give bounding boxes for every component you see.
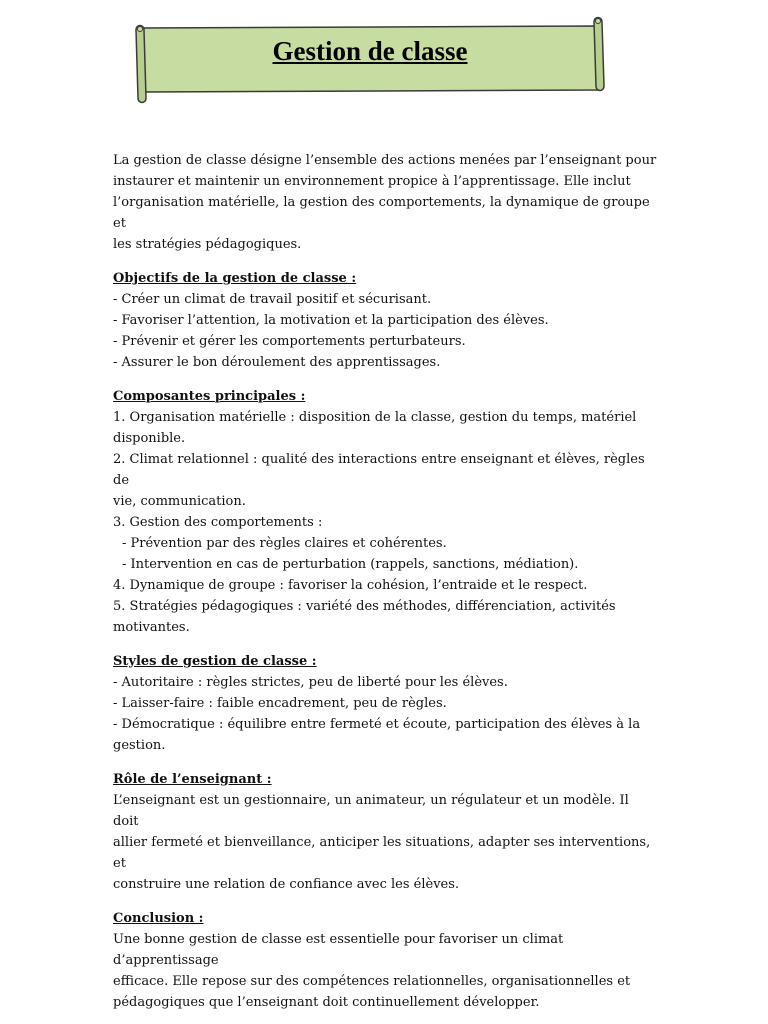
intro-line: instaurer et maintenir un environnement propice à l’apprentissage. Elle inclut — [113, 174, 631, 189]
text-line: pédagogiques que l’enseignant doit continuellement développer. — [113, 995, 540, 1010]
title-banner — [130, 14, 610, 106]
sub-list-item: - Intervention en cas de perturbation (rappels, sanctions, médiation). — [122, 557, 579, 572]
intro-line: La gestion de classe désigne l’ensemble des actions menées par l’enseignant pour — [113, 153, 657, 168]
text-line: efficace. Elle repose sur des compétences relationnelles, organisationnelles et — [113, 974, 631, 989]
list-item: - Créer un climat de travail positif et sécurisant. — [113, 292, 432, 307]
text-line: 3. Gestion des comportements : — [113, 515, 323, 530]
page-title: Gestion de classe — [272, 36, 468, 66]
role-section — [113, 769, 658, 895]
text-line: 5. Stratégies pédagogiques : variété des méthodes, différenciation, activités — [113, 599, 616, 614]
conclusion-section — [113, 908, 658, 1013]
text-line: vie, communication. — [113, 494, 246, 509]
text-line: motivantes. — [113, 620, 190, 635]
section-heading: Composantes principales : — [113, 389, 306, 404]
styles-section — [113, 651, 658, 756]
list-item: - Laisser-faire : faible encadrement, peu de règles. — [113, 696, 447, 711]
composantes-section — [113, 386, 658, 638]
text-line: allier fermeté et bienveillance, anticiper les situations, adapter ses interventions, et — [113, 835, 651, 871]
intro-paragraph — [113, 150, 658, 255]
document-body — [113, 150, 658, 1013]
list-item: - Favoriser l’attention, la motivation et la participation des élèves. — [113, 313, 549, 328]
text-line: Une bonne gestion de classe est essentielle pour favoriser un climat d’apprentissage — [113, 932, 564, 968]
sub-list-item: - Prévention par des règles claires et cohérentes. — [122, 536, 447, 551]
text-line: disponible. — [113, 431, 186, 446]
text-line: 2. Climat relationnel : qualité des interactions entre enseignant et élèves, règles de — [113, 452, 645, 488]
text-line: L’enseignant est un gestionnaire, un animateur, un régulateur et un modèle. Il doit — [113, 793, 629, 829]
list-item: - Prévenir et gérer les comportements perturbateurs. — [113, 334, 466, 349]
section-heading: Conclusion : — [113, 911, 204, 926]
intro-line: les stratégies pédagogiques. — [113, 237, 302, 252]
list-item: - Démocratique : équilibre entre fermeté et écoute, participation des élèves à la — [113, 717, 641, 732]
intro-line: l’organisation matérielle, la gestion des comportements, la dynamique de groupe et — [113, 195, 650, 231]
section-heading: Objectifs de la gestion de classe : — [113, 271, 357, 286]
section-heading: Rôle de l’enseignant : — [113, 772, 272, 787]
text-line: 4. Dynamique de groupe : favoriser la cohésion, l’entraide et le respect. — [113, 578, 588, 593]
objectifs-section — [113, 268, 658, 373]
text-line: gestion. — [113, 738, 166, 753]
list-item: - Autoritaire : règles strictes, peu de liberté pour les élèves. — [113, 675, 508, 690]
text-line: 1. Organisation matérielle : disposition de la classe, gestion du temps, matériel — [113, 410, 637, 425]
list-item: - Assurer le bon déroulement des apprentissages. — [113, 355, 441, 370]
text-line: construire une relation de confiance avec les élèves. — [113, 877, 460, 892]
section-heading: Styles de gestion de classe : — [113, 654, 317, 669]
